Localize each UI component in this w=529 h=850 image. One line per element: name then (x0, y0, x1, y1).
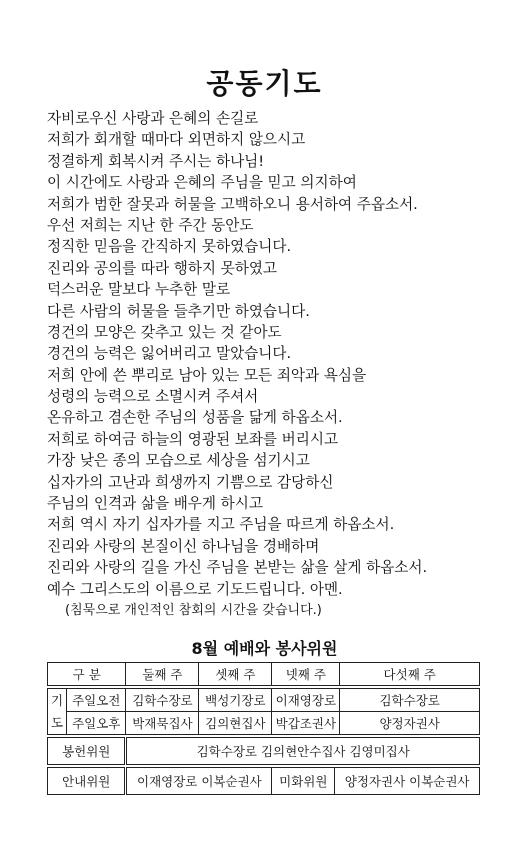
decoration-label: 미화위원 (272, 768, 335, 795)
usher-value: 이재영장로 이복순권사 (126, 768, 272, 795)
prayer-line: 경건의 능력은 잃어버리고 말았습니다. (47, 345, 292, 363)
usher-label: 안내위원 (48, 768, 126, 795)
row-label: 주일오전 (67, 689, 126, 712)
row-label: 주일오후 (67, 712, 126, 735)
prayer-line: 온유하고 겸손한 주님의 성품을 닮게 하옵소서. (47, 409, 343, 427)
header-week2: 둘째 주 (126, 663, 199, 686)
prayer-line: 저희가 범한 잘못과 허물을 고백하오니 용서하여 주옵소서. (47, 195, 418, 213)
table-cell: 양정자권사 (340, 712, 480, 735)
offering-value: 김학수장로 김의현안수집사 김영미집사 (126, 738, 480, 765)
prayer-line: 우선 저희는 지난 한 주간 동안도 (47, 216, 254, 234)
table-cell: 이재영장로 (272, 689, 340, 712)
table-row (48, 712, 480, 735)
prayer-line: 다른 사람의 허물을 들추기만 하였습니다. (47, 302, 310, 320)
prayer-line: 저희가 회개할 때마다 외면하지 않으시고 (47, 131, 306, 149)
prayer-line: 십자가의 고난과 희생까지 기쁨으로 감당하신 (47, 473, 334, 491)
header-week4: 넷째 주 (272, 663, 340, 686)
prayer-line: 저희 역시 자기 십자가를 지고 주님을 따르게 하옵소서. (47, 516, 395, 534)
table-cell: 박갑조권사 (272, 712, 340, 735)
prayer-line: 성령의 능력으로 소멸시켜 주셔서 (47, 388, 259, 406)
prayer-line: 진리와 사랑의 길을 가신 주님을 본받는 삶을 살게 하옵소서. (47, 559, 428, 577)
table-cell: 김학수장로 (340, 689, 480, 712)
prayer-line: 가장 낮은 종의 모습으로 세상을 섬기시고 (47, 452, 310, 470)
schedule-table (47, 662, 480, 795)
table-cell: 박재묵집사 (126, 712, 199, 735)
table-cell: 김의현집사 (199, 712, 272, 735)
prayer-line: 정결하게 회복시켜 주시는 하나님! (47, 152, 265, 170)
prayer-line: 저희로 하여금 하늘의 영광된 보좌를 버리시고 (47, 430, 339, 448)
prayer-line: 덕스러운 말보다 누추한 말로 (47, 281, 231, 299)
table-cell: 김학수장로 (126, 689, 199, 712)
table-row (48, 768, 480, 795)
header-week5: 다섯째 주 (340, 663, 480, 686)
prayer-line: 정직한 믿음을 간직하지 못하였습니다. (47, 238, 292, 256)
prayer-note: (침묵으로 개인적인 참회의 시간을 갖습니다.) (65, 602, 322, 618)
prayer-line: 이 시간에도 사랑과 은혜의 주님을 믿고 의지하여 (47, 174, 357, 192)
prayer-line: 예수 그리스도의 이름으로 기도드립니다. 아멘. (47, 580, 343, 598)
table-row (48, 689, 480, 712)
prayer-text (47, 108, 517, 621)
prayer-line: 주님의 인격과 삶을 배우게 하시고 (47, 495, 263, 513)
table-cell: 백성기장로 (199, 689, 272, 712)
prayer-line: 진리와 공의를 따라 행하지 못하였고 (47, 259, 278, 277)
prayer-line: 자비로우신 사랑과 은혜의 손길로 (47, 110, 259, 127)
prayer-group-label: 기 도 (48, 689, 67, 735)
page-title: 공동기도 (206, 67, 323, 100)
prayer-line: 경건의 모양은 갖추고 있는 것 같아도 (47, 323, 282, 341)
prayer-line: 저희 안에 쓴 뿌리로 남아 있는 모든 죄악과 욕심을 (47, 366, 367, 384)
schedule-header-row (48, 663, 480, 686)
table-row (48, 738, 480, 765)
header-category: 구 분 (48, 663, 126, 686)
header-week3: 셋째 주 (199, 663, 272, 686)
offering-label: 봉헌위원 (48, 738, 126, 765)
schedule-title: 8월 예배와 봉사위원 (191, 639, 338, 658)
decoration-value: 양정자권사 이복순권사 (335, 768, 480, 795)
prayer-line: 진리와 사랑의 본질이신 하나님을 경배하며 (47, 537, 320, 555)
